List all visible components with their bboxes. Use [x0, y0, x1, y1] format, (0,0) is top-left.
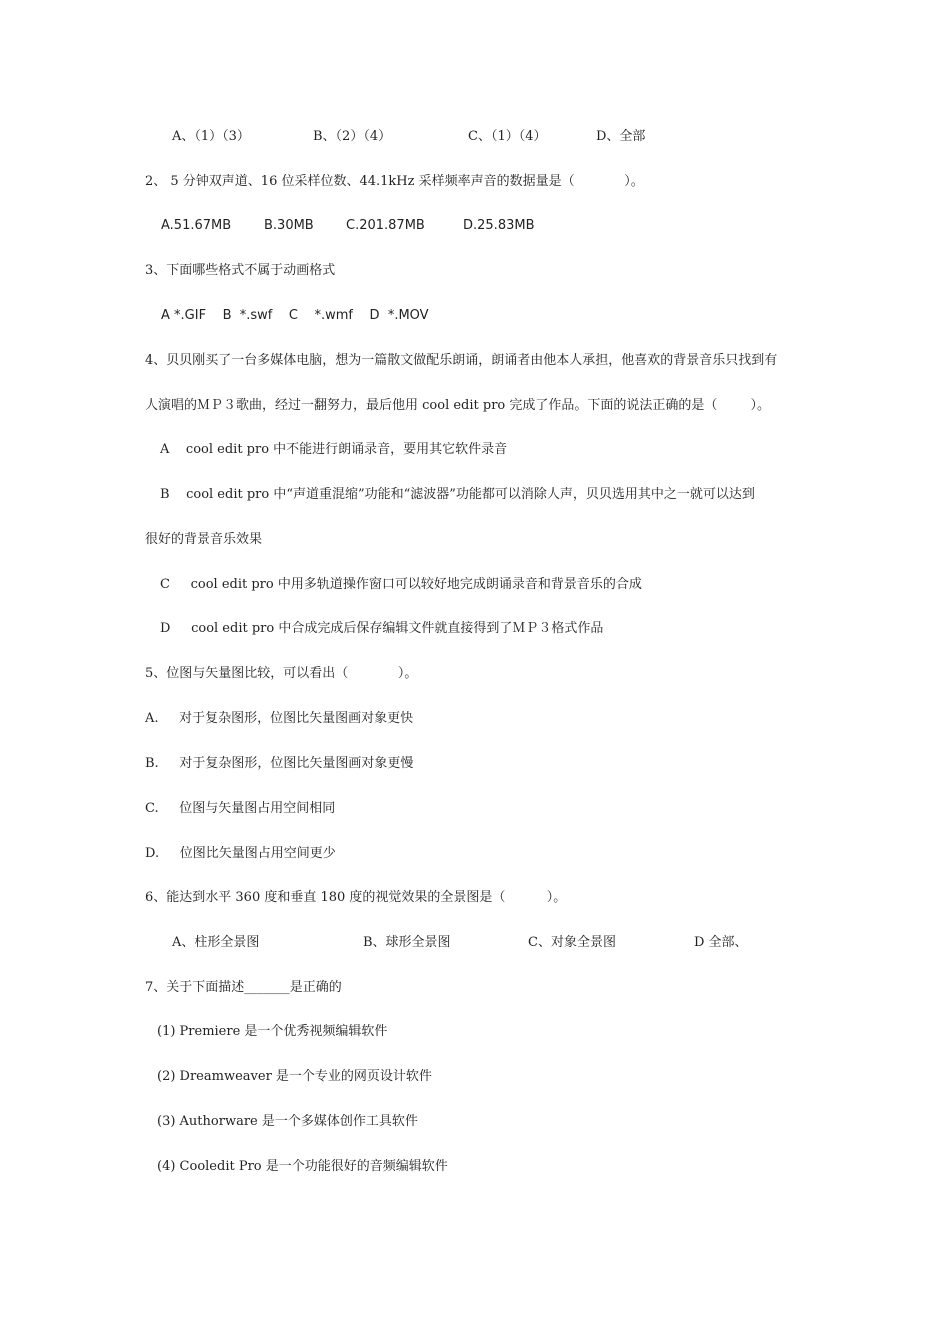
question-2-stem: 2、 5 分钟双声道、16 位采样位数、44.1kHz 采样频率声音的数据量是（ ）。 — [145, 174, 644, 189]
option-c: C.201.87MB — [346, 218, 425, 233]
question-4-option-c: C cool edit pro 中用多轨道操作窗口可以较好地完成朗诵录音和背景音乐的合成 — [160, 577, 642, 592]
question-7-item-4: (4) Cooledit Pro 是一个功能很好的音频编辑软件 — [157, 1159, 448, 1174]
question-7-stem: 7、关于下面描述_______是正确的 — [145, 980, 342, 995]
option-a: A.51.67MB — [161, 218, 232, 233]
question-4-option-b-line2: 很好的背景音乐效果 — [145, 532, 263, 547]
question-4-option-a: A cool edit pro 中不能进行朗诵录音，要用其它软件录音 — [160, 442, 508, 457]
option-b: B、（2）（4） — [313, 129, 392, 144]
option-a: A、（1）（3） — [172, 129, 250, 144]
question-5-option-d: D. 位图比矢量图占用空间更少 — [145, 846, 336, 861]
option-d: D、全部 — [596, 129, 646, 144]
question-6-stem: 6、能达到水平 360 度和垂直 180 度的视觉效果的全景图是（ ）。 — [145, 890, 567, 905]
option-a: A、柱形全景图 — [172, 935, 260, 950]
option-c: C、对象全景图 — [528, 935, 616, 950]
question-3-stem: 3、下面哪些格式不属于动画格式 — [145, 263, 336, 278]
option-b: B、球形全景图 — [363, 935, 451, 950]
option-d: D.25.83MB — [463, 218, 535, 233]
question-5-stem: 5、位图与矢量图比较，可以看出（ ）。 — [145, 666, 418, 681]
question-5-option-b: B. 对于复杂图形，位图比矢量图画对象更慢 — [145, 756, 414, 771]
question-7-item-1: (1) Premiere 是一个优秀视频编辑软件 — [157, 1024, 388, 1039]
question-4-stem-line1: 4、贝贝刚买了一台多媒体电脑，想为一篇散文做配乐朗诵，朗诵者由他本人承担，他喜欢的背景音乐只找到有 — [145, 353, 778, 368]
option-c: C、（1）（4） — [468, 129, 547, 144]
question-5-option-a: A. 对于复杂图形，位图比矢量图画对象更快 — [145, 711, 414, 726]
option-b: B.30MB — [264, 218, 314, 233]
question-3-options: A *.GIF B *.swf C *.wmf D *.MOV — [161, 308, 429, 323]
question-5-option-c: C. 位图与矢量图占用空间相同 — [145, 801, 336, 816]
question-7-item-3: (3) Authorware 是一个多媒体创作工具软件 — [157, 1114, 418, 1129]
option-d: D 全部、 — [694, 935, 748, 950]
question-7-item-2: (2) Dreamweaver 是一个专业的网页设计软件 — [157, 1069, 432, 1084]
question-4-stem-line2: 人演唱的ＭＰ３歌曲，经过一翻努力，最后他用 cool edit pro 完成了作品。下面的说法正确的是（ ）。 — [145, 398, 770, 413]
question-4-option-b-line1: B cool edit pro 中“声道重混缩”功能和“滤波器”功能都可以消除人声，贝贝选用其中之一就可以达到 — [160, 487, 755, 502]
question-4-option-d: D cool edit pro 中合成完成后保存编辑文件就直接得到了ＭＰ３格式作品 — [160, 621, 604, 636]
